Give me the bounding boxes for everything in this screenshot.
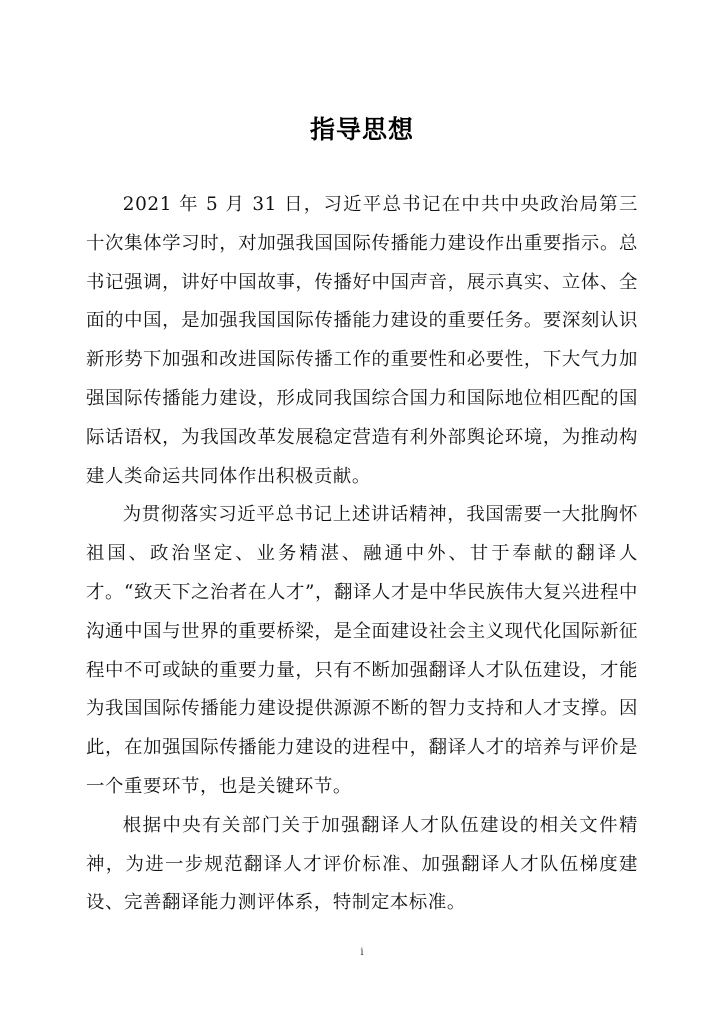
document-body [86,186,638,923]
paragraph-2: 为贯彻落实习近平总书记上述讲话精神，我国需要一大批胸怀祖国、政治坚定、业务精湛、融通中外、甘于奉献的翻译人才。“致天下之治者在人才”，翻译人才是中华民族伟大复兴进程中沟通中国与世界的重要桥梁，是全面建设社会主义现代化国际新征程中不可或缺的重要力量，只有不断加强翻译人才队伍建设，才能为我国国际传播能力建设提供源源不断的智力支持和人才支撑。因此，在加强国际传播能力建设的进程中，翻译人才的培养与评价是一个重要环节，也是关键环节。 [86,504,638,797]
paragraph-1: 2021 年 5 月 31 日，习近平总书记在中共中央政治局第三十次集体学习时，对加强我国国际传播能力建设作出重要指示。总书记强调，讲好中国故事，传播好中国声音，展示真实、立体、全面的中国，是加强我国国际传播能力建设的重要任务。要深刻认识新形势下加强和改进国际传播工作的重要性和必要性，下大气力加强国际传播能力建设，形成同我国综合国力和国际地位相匹配的国际话语权，为我国改革发展稳定营造有利外部舆论环境，为推动构建人类命运共同体作出积极贡献。 [86,194,638,487]
paragraph-3: 根据中央有关部门关于加强翻译人才队伍建设的相关文件精神，为进一步规范翻译人才评价标准、加强翻译人才队伍梯度建设、完善翻译能力测评体系，特制定本标准。 [86,814,638,914]
page-title: 指导思想 [309,115,414,144]
page-number: i [360,947,364,958]
